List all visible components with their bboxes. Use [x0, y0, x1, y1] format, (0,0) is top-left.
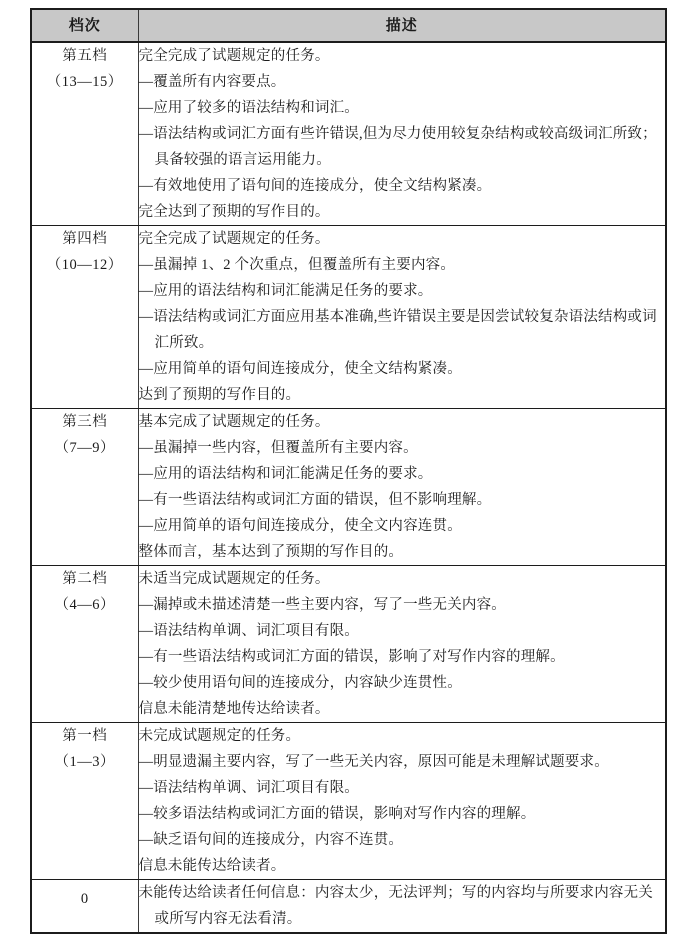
column-header-description: 描述 [138, 9, 666, 42]
description-line: —应用了较多的语法结构和词汇。 [138, 100, 359, 116]
table-row [31, 880, 666, 934]
description-line: —较少使用语句间的连接成分，内容缺少连贯性。 [138, 675, 462, 691]
description-line: —漏掉或未描述清楚一些主要内容，写了一些无关内容。 [138, 597, 506, 613]
column-header-band: 档次 [31, 9, 138, 42]
description-cell [138, 409, 666, 566]
band-name: 0 [80, 891, 89, 907]
description-line: —有一些语法结构或词汇方面的错误，但不影响理解。 [138, 492, 492, 508]
description-line: —虽漏掉 1、2 个次重点，但覆盖所有主要内容。 [138, 257, 456, 273]
band-cell [31, 42, 138, 226]
table-row [31, 42, 666, 226]
band-cell [31, 409, 138, 566]
band-cell [31, 880, 138, 934]
description-line: —语法结构或词汇方面有些许错误,但为尽力使用较复杂结构或较高级词汇所致；具备较强的语言运用能力。 [138, 126, 657, 168]
description-line: —覆盖所有内容要点。 [138, 74, 286, 90]
description-line: 达到了预期的写作目的。 [138, 387, 301, 403]
band-cell [31, 566, 138, 723]
description-line: —明显遗漏主要内容，写了一些无关内容，原因可能是未理解试题要求。 [138, 754, 609, 770]
description-line: —缺乏语句间的连接成分，内容不连贯。 [138, 832, 404, 848]
description-line: 完全完成了试题规定的任务。 [138, 48, 330, 64]
band-score-range: （7—9） [54, 440, 115, 456]
table-body [31, 42, 666, 933]
description-cell [138, 880, 666, 934]
table-row [31, 226, 666, 409]
description-line: —较多语法结构或词汇方面的错误，影响对写作内容的理解。 [138, 806, 536, 822]
description-line: 未完成试题规定的任务。 [138, 728, 301, 744]
description-cell [138, 566, 666, 723]
scoring-rubric-table [30, 8, 667, 934]
description-line: —有一些语法结构或词汇方面的错误，影响了对写作内容的理解。 [138, 649, 565, 665]
description-cell [138, 42, 666, 226]
table-row [31, 723, 666, 880]
description-line: —虽漏掉一些内容，但覆盖所有主要内容。 [138, 440, 418, 456]
description-line: —语法结构或词汇方面应用基本准确,些许错误主要是因尝试较复杂语法结构或词汇所致。 [138, 309, 657, 351]
table-row [31, 409, 666, 566]
band-score-range: （10—12） [46, 257, 123, 273]
description-line: —应用简单的语句间连接成分，使全文结构紧凑。 [138, 361, 462, 377]
band-score-range: （1—3） [54, 754, 115, 770]
description-line: 未适当完成试题规定的任务。 [138, 571, 330, 587]
table-header [31, 9, 666, 42]
description-line: —应用简单的语句间连接成分，使全文内容连贯。 [138, 518, 462, 534]
description-line: —应用的语法结构和词汇能满足任务的要求。 [138, 466, 433, 482]
table-row [31, 566, 666, 723]
table-header-row [31, 9, 666, 42]
description-line: 完全完成了试题规定的任务。 [138, 231, 330, 247]
band-cell [31, 723, 138, 880]
band-name: 第四档 [62, 231, 108, 247]
description-line: 信息未能传达给读者。 [138, 858, 286, 874]
description-line: 信息未能清楚地传达给读者。 [138, 701, 330, 717]
description-line: —语法结构单调、词汇项目有限。 [138, 780, 359, 796]
band-name: 第一档 [62, 728, 108, 744]
description-line: —应用的语法结构和词汇能满足任务的要求。 [138, 283, 433, 299]
description-line: —有效地使用了语句间的连接成分，使全文结构紧凑。 [138, 178, 492, 194]
description-line: 完全达到了预期的写作目的。 [138, 204, 330, 220]
description-line: 整体而言，基本达到了预期的写作目的。 [138, 544, 404, 560]
band-cell [31, 226, 138, 409]
description-line: —语法结构单调、词汇项目有限。 [138, 623, 359, 639]
band-name: 第五档 [62, 48, 108, 64]
band-score-range: （4—6） [54, 597, 115, 613]
description-cell [138, 723, 666, 880]
description-line: 未能传达给读者任何信息：内容太少，无法评判；写的内容均与所要求内容无关或所写内容无法看清。 [138, 885, 653, 927]
band-name: 第三档 [62, 414, 108, 430]
description-cell [138, 226, 666, 409]
band-name: 第二档 [62, 571, 108, 587]
description-line: 基本完成了试题规定的任务。 [138, 414, 330, 430]
band-score-range: （13—15） [46, 74, 123, 90]
